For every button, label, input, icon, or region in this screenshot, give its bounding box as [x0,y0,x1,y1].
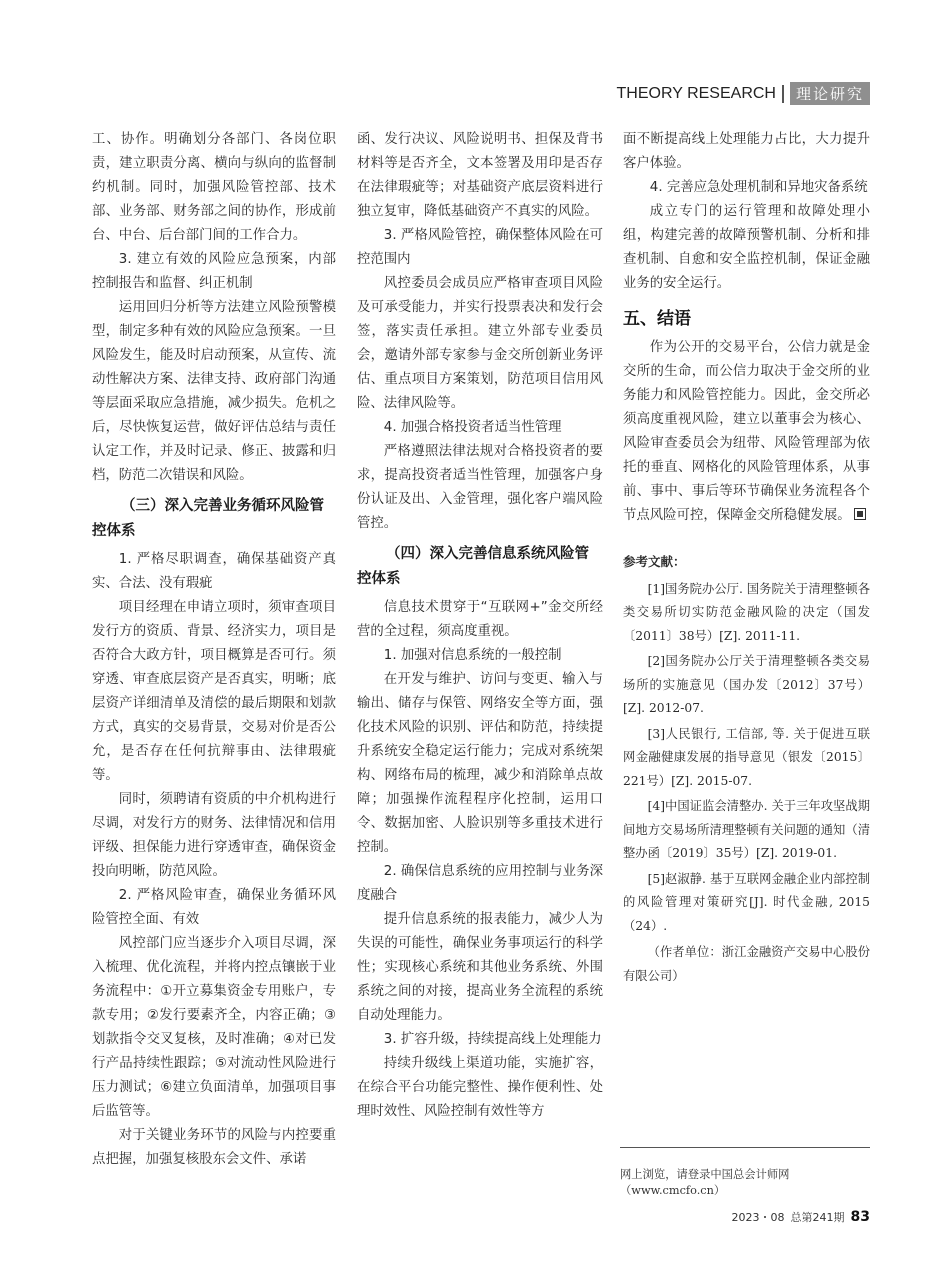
paragraph: 持续升级线上渠道功能，实施扩容，在综合平台功能完整性、操作便利性、处理时效性、风险控制有效性等方 [357,1056,603,1119]
paragraph: 工、协作。明确划分各部门、各岗位职责，建立职责分离、横向与纵向的监督制约机制。同时，加强风险管控部、技术部、业务部、财务部之间的协作，形成前台、中台、后台部门间的工作合力。 [92,132,336,243]
issue-number: 总第241期 [790,1211,845,1224]
conclusion-paragraph [623,336,870,528]
page-footer [732,1209,870,1225]
header-divider [782,85,784,103]
section-heading: （四）深入完善信息系统风险管控体系 [357,546,589,587]
paragraph: 在开发与维护、访问与变更、输入与输出、储存与保管、网络安全等方面，强化技术风险的识别、评估和防范，持续提升系统安全稳定运行能力；完成对系统架构、网络布局的梳理，减少和消除单点故障；加强操作流程程序化控制，运用口令、数据加密、人脸识别等多重技术进行控制。 [357,672,603,855]
paragraph: 严格遵照法律法规对合格投资者的要求，提高投资者适当性管理，加强客户身份认证及出、入金管理，强化客户端风险管控。 [357,444,603,531]
paragraph: 信息技术贯穿于“互联网+”金交所经营的全过程，须高度重视。 [357,600,603,639]
column-3 [623,128,870,988]
header-section-label: 理论研究 [790,82,870,105]
page-number: 83 [850,1209,870,1225]
references [623,550,870,938]
column-2 [357,128,603,1124]
subheading: 1. 加强对信息系统的一般控制 [383,648,562,663]
header-english: THEORY RESEARCH [616,84,776,102]
paragraph: 运用回归分析等方法建立风险预警模型，制定多种有效的风险应急预案。一旦风险发生，能及时启动预案，从宣传、流动性解决方案、法律支持、政府部门沟通等层面采取应急措施，减少损失。危机之后，尽快恢复运营，做好评估总结与责任认定工作，并及时记录、修正、披露和归档，防范二次错误和风险。 [92,300,336,483]
reference-item: [2]国务院办公厅关于清理整顿各类交易场所的实施意见（国办发〔2012〕37号）[Z]. 2012-07. [623,654,870,715]
subheading: 1. 严格尽职调查，确保基础资产真实、合法、没有瑕疵 [92,552,336,591]
subheading: 3. 扩容升级，持续提高线上处理能力 [383,1032,602,1047]
paragraph: 风控部门应当逐步介入项目尽调，深入梳理、优化流程，并将内控点镶嵌于业务流程中：①开立募集资金专用账户，专款专用；②发行要素齐全，内容正确；③划款指令交叉复核，及时准确；④对已发行产品持续性跟踪；⑤对流动性风险进行压力测试；⑥建立负面清单，加强项目事后监管等。 [92,936,336,1119]
conclusion-text: 作为公开的交易平台，公信力就是金交所的生命，而公信力取决于金交所的业务能力和风险管控能力。因此，金交所必须高度重视风险，建立以董事会为核心、风险审查委员会为纽带、风险管理部为依托的垂直、网格化的风险管理体系，从事前、事中、事后等环节确保业务流程各个节点风险可控，保障金交所稳健发展。 [623,340,870,523]
author-affiliation: （作者单位：浙江金融资产交易中心股份有限公司） [623,945,870,983]
references-title: 参考文献： [623,554,686,569]
reference-item: [1]国务院办公厅. 国务院关于清理整顿各类交易所切实防范金融风险的决定（国发〔2011〕38号）[Z]. 2011-11. [623,581,870,643]
subheading: 4. 加强合格投资者适当性管理 [383,420,562,435]
section-heading: （三）深入完善业务循环风险管控体系 [92,498,324,539]
subheading: 3. 建立有效的风险应急预案，内部控制报告和监督、纠正机制 [92,252,336,291]
paragraph: 项目经理在申请立项时，须审查项目发行方的资质、背景、经济实力，项目是否符合大政方针，项目概算是否可行。须穿透、审查底层资产是否真实，明晰；底层资产详细清单及清偿的最后期限和划款方式，真实的交易背景，交易对价是否公允，是否存在任何抗辩事由、法律瑕疵等。 [92,600,336,783]
subheading: 2. 严格风险审查，确保业务循环风险管控全面、有效 [92,888,336,927]
conclusion-heading: 五、结语 [623,309,691,329]
paragraph: 函、发行决议、风险说明书、担保及背书材料等是否齐全，文本签署及用印是否存在法律瑕疵等；对基础资产底层资料进行独立复审，降低基础资产不真实的风险。 [357,132,603,219]
online-notice: 网上浏览，请登录中国总会计师网（www.cmcfo.cn） [620,1168,790,1197]
reference-item: [3]人民银行, 工信部, 等. 关于促进互联网金融健康发展的指导意见（银发〔2015〕221号）[Z]. 2015-07. [623,726,870,788]
paragraph: 提升信息系统的报表能力，减少人为失误的可能性，确保业务事项运行的科学性；实现核心系统和其他业务系统、外围系统之间的对接，提高业务全流程的系统自动处理能力。 [357,912,603,1023]
divider [620,1147,870,1148]
reference-item: [4]中国证监会清整办. 关于三年攻坚战期间地方交易场所清理整顿有关问题的通知（清整办函〔2019〕35号）[Z]. 2019-01. [623,799,870,860]
running-header [617,82,870,105]
reference-item: [5]赵淑静. 基于互联网金融企业内部控制的风险管理对策研究[J]. 时代金融, 2015（24）. [623,871,870,933]
end-mark-icon [854,508,866,520]
paragraph: 对于关键业务环节的风险与内控要重点把握，加强复核股东会文件、承诺 [92,1128,336,1167]
paragraph: 风控委员会成员应严格审查项目风险及可承受能力，并实行投票表决和发行会签，落实责任承担。建立外部专业委员会，邀请外部专家参与金交所创新业务评估、重点项目方案策划，防范项目信用风险、法律风险等。 [357,276,603,411]
column-1 [92,128,336,1172]
subheading: 4. 完善应急处理机制和异地灾备系统 [649,180,868,195]
paragraph: 面不断提高线上处理能力占比，大力提升客户体验。 [623,132,870,171]
paragraph: 成立专门的运行管理和故障处理小组，构建完善的故障预警机制、分析和排查机制、自愈和安全监控机制，保证金融业务的安全运行。 [623,204,870,291]
issue-date: 2023・08 [731,1211,785,1224]
subheading: 3. 严格风险管控，确保整体风险在可控范围内 [357,228,603,267]
subheading: 2. 确保信息系统的应用控制与业务深度融合 [357,864,603,903]
paragraph: 同时，须聘请有资质的中介机构进行尽调，对发行方的财务、法律情况和信用评级、担保能力进行穿透审查，确保资金投向明晰，防范风险。 [92,792,336,879]
